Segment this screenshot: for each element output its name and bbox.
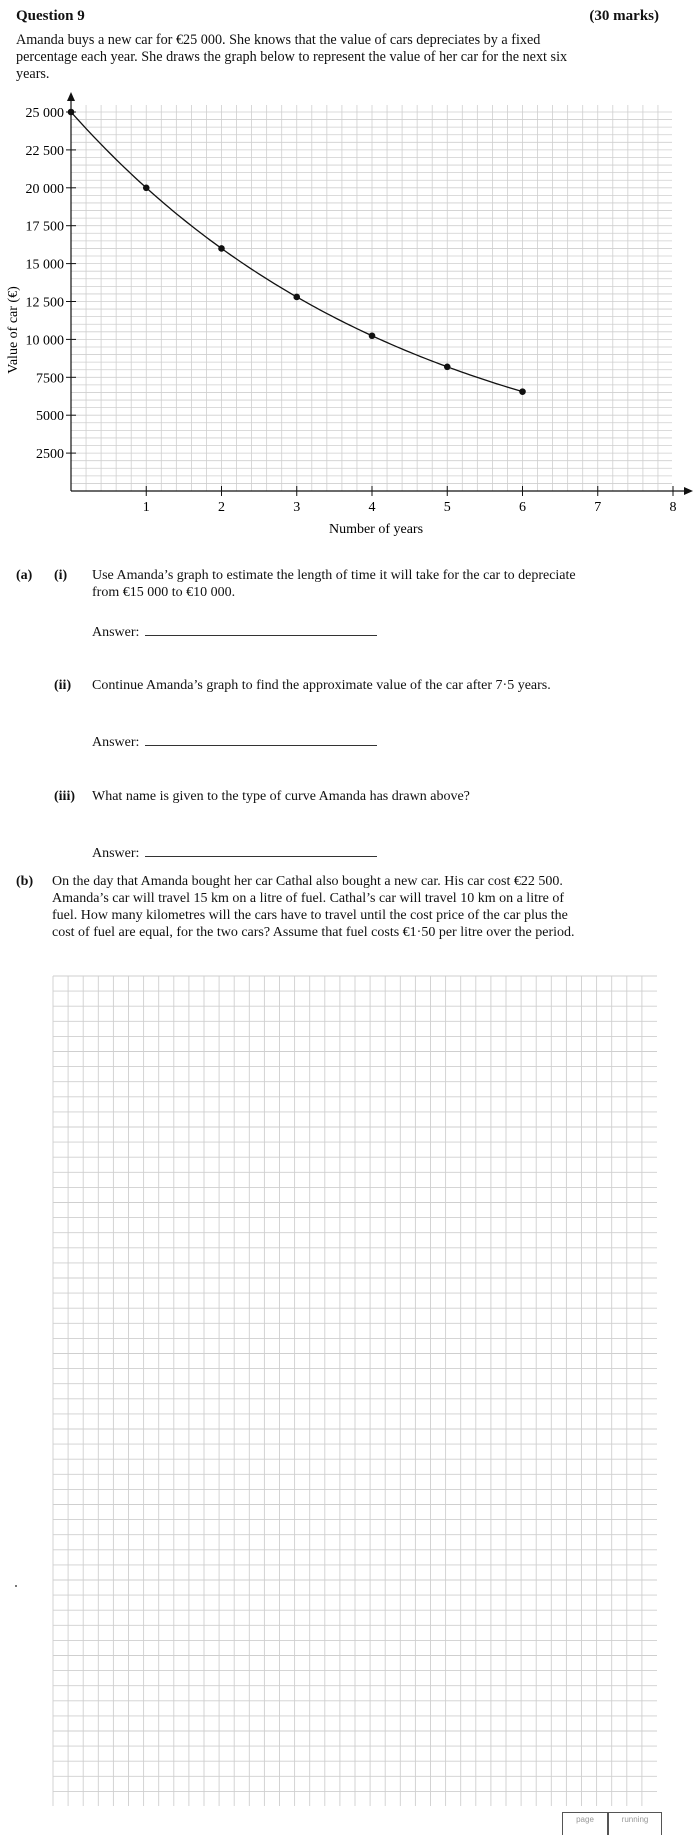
y-tick-label: 20 000 [25, 181, 64, 197]
part-b-label: (b) [16, 874, 34, 889]
answer-input-a-iii[interactable] [145, 842, 377, 857]
answer-row-a-i [92, 621, 377, 641]
part-a-iii-text: What name is given to the type of curve Amanda has drawn above? [92, 789, 470, 804]
intro-line: Amanda buys a new car for €25 000. She knows that the value of cars depreciates by a fixed [16, 32, 541, 48]
graph-axes [67, 92, 693, 495]
y-tick-label: 7500 [36, 371, 64, 387]
y-tick-label: 12 500 [25, 295, 64, 311]
intro-line: years. [16, 66, 50, 82]
part-a-i-label: (i) [54, 568, 68, 583]
answer-row-a-ii [92, 731, 377, 751]
graph-ticks [26, 106, 677, 515]
data-point [293, 294, 300, 301]
part-b-line: cost of fuel are equal, for the two cars? Assume that fuel costs €1·50 per litre over the period. [52, 925, 575, 940]
answer-input-a-i[interactable] [145, 621, 377, 636]
working-grid[interactable] [52, 975, 658, 1807]
y-tick-label: 17 500 [25, 219, 64, 235]
x-tick-label: 5 [443, 500, 451, 515]
data-point [143, 185, 150, 192]
part-b-line: Amanda’s car will travel 15 km on a litre of fuel. Cathal’s car will travel 10 km on a litre of [52, 891, 565, 906]
footer-page-box: page [562, 1812, 608, 1835]
y-tick-label: 2500 [36, 447, 64, 463]
y-tick-label: 25 000 [25, 106, 64, 121]
data-point [444, 364, 451, 371]
part-b-text [52, 873, 682, 941]
x-tick-label: 1 [142, 500, 150, 515]
graph-grid [71, 105, 672, 491]
question-intro [16, 32, 646, 83]
part-a-ii-label: (ii) [54, 678, 72, 693]
answer-input-a-ii[interactable] [145, 731, 377, 746]
part-a-label: (a) [16, 568, 33, 583]
y-tick-label: 10 000 [25, 333, 64, 349]
y-axis-label: Value of car (€) [6, 286, 21, 374]
depreciation-graph [0, 90, 699, 550]
part-a-i-line: Use Amanda’s graph to estimate the length of time it will take for the car to depreciate [92, 568, 576, 583]
part-b-line: fuel. How many kilometres will the cars have to travel until the cost price of the car plus the [52, 908, 568, 923]
part-a-i-line: from €15 000 to €10 000. [92, 585, 236, 600]
x-tick-label: 7 [594, 500, 602, 515]
x-tick-label: 6 [519, 500, 526, 515]
y-tick-label: 5000 [36, 409, 64, 425]
x-tick-label: 4 [368, 500, 376, 515]
stray-mark [15, 1585, 17, 1587]
part-b-line: On the day that Amanda bought her car Cathal also bought a new car. His car cost €22 500. [52, 874, 563, 889]
y-axis-arrow [67, 92, 75, 101]
part-a-iii-label: (iii) [54, 789, 75, 804]
x-axis-label: Number of years [328, 522, 424, 537]
data-point [218, 245, 225, 252]
footer-running-box: running [608, 1812, 662, 1835]
question-marks: (30 marks) [589, 8, 659, 24]
x-tick-label: 8 [669, 500, 677, 515]
data-point [68, 109, 75, 116]
part-a-i-text [92, 567, 662, 601]
intro-line: percentage each year. She draws the graph below to represent the value of her car for the next six [16, 49, 568, 65]
answer-row-a-iii [92, 842, 377, 862]
y-tick-label: 15 000 [25, 257, 64, 273]
answer-label: Answer: [92, 735, 140, 750]
answer-label: Answer: [92, 846, 140, 861]
data-point [519, 388, 526, 395]
x-tick-label: 2 [218, 500, 225, 515]
data-point [369, 332, 376, 339]
y-tick-label: 22 500 [25, 143, 64, 159]
part-a-ii-text: Continue Amanda’s graph to find the approximate value of the car after 7·5 years. [92, 678, 551, 693]
x-tick-label: 3 [293, 500, 301, 515]
answer-label: Answer: [92, 625, 140, 640]
question-title: Question 9 [16, 8, 85, 24]
x-axis-arrow [684, 487, 693, 495]
